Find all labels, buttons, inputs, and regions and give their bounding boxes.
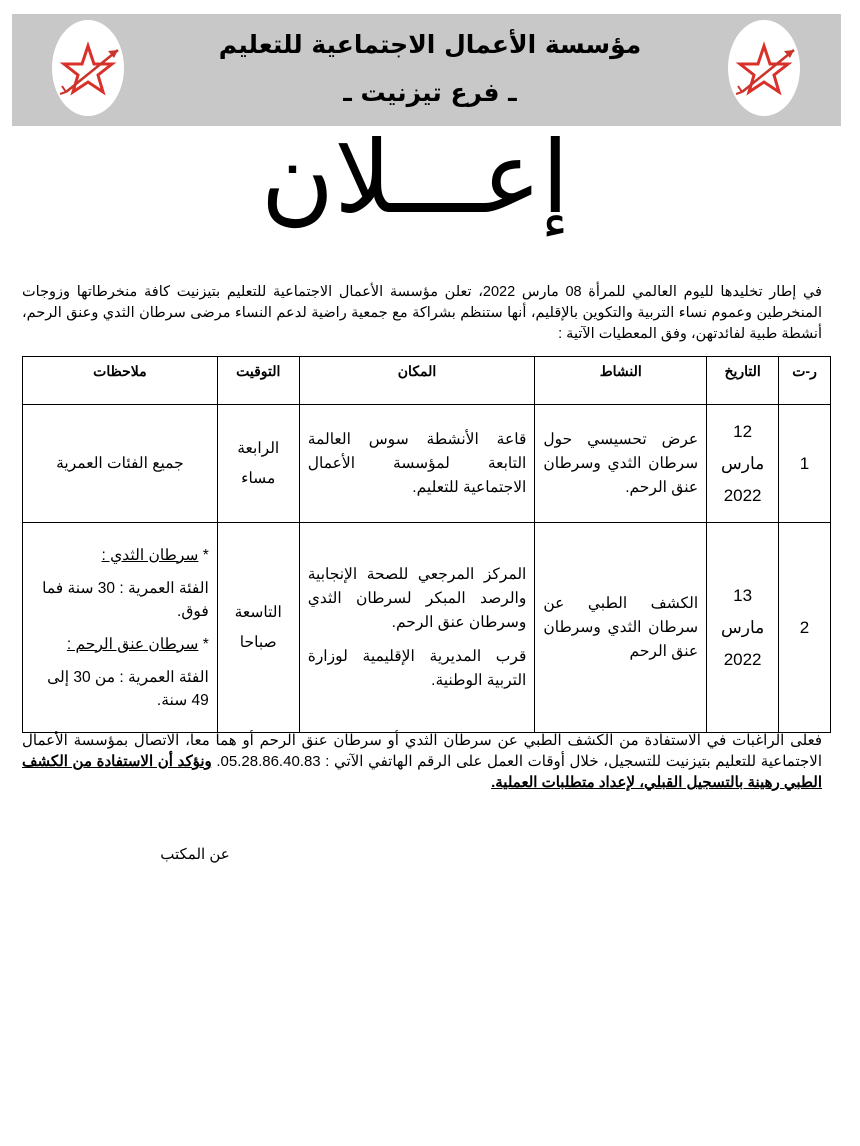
row-number: 2 <box>779 523 831 733</box>
row-activity: عرض تحسيسي حول سرطان الثدي وسرطان عنق الرحم. <box>535 405 707 523</box>
intro-paragraph: في إطار تخليدها لليوم العالمي للمرأة 08 مارس 2022، تعلن مؤسسة الأعمال الاجتماعية للتعليم بتيزنيت كافة منخرطاتها وزوجات المنخرطين وعموم نساء التربية والتكوين بالإقليم، أنها ستنظم بشراكة مع جمعية راضية لدعم النساء مرضى سرطان الثدي وعنق الرحم، أنشطة طبية لفائدتهن، وفق المعطيات الآتية : <box>22 284 822 342</box>
time-period: مساء <box>241 469 276 487</box>
table-row <box>23 523 831 733</box>
star-arrow-logo-icon <box>52 20 124 116</box>
note-cervical-cancer-age: الفئة العمرية : من 30 إلى 49 سنة. <box>47 668 209 709</box>
row-notes: جميع الفئات العمرية <box>23 405 218 523</box>
table-header-row <box>23 357 831 405</box>
row-number: 1 <box>779 405 831 523</box>
organization-name: مؤسسة الأعمال الاجتماعية للتعليم <box>218 30 642 59</box>
column-header-number: ر-ت <box>779 357 831 405</box>
signature: عن المكتب <box>160 846 230 863</box>
row-time <box>217 405 299 523</box>
date-year: 2022 <box>723 485 762 505</box>
column-header-date: التاريخ <box>707 357 779 405</box>
note-cervical-cancer-title: * سرطان عنق الرحم : <box>66 635 209 653</box>
logo-left <box>52 20 124 116</box>
logo-right <box>728 20 800 116</box>
row-time <box>217 523 299 733</box>
row-date <box>707 405 779 523</box>
schedule-table <box>22 356 831 733</box>
place-location: قرب المديرية الإقليمية لوزارة التربية الوطنية. <box>307 647 527 689</box>
time-period: صباحا <box>239 633 277 651</box>
row-date <box>707 523 779 733</box>
organization-branch: ـ فرع تيزنيت ـ <box>343 78 517 107</box>
time-hour: الرابعة <box>237 439 280 457</box>
row-place <box>299 523 535 733</box>
row-activity: الكشف الطبي عن سرطان الثدي وسرطان عنق الرحم <box>535 523 707 733</box>
announcement-title: إعـــلان <box>260 119 570 236</box>
date-month: مارس <box>720 453 765 473</box>
closing-paragraph <box>22 730 822 793</box>
column-header-place: المكان <box>299 357 535 405</box>
note-breast-cancer-title: * سرطان الثدي : <box>101 546 209 564</box>
column-header-notes: ملاحظات <box>23 357 218 405</box>
closing-text: فعلى الراغبات في الاستفادة من الكشف الطبي عن سرطان الثدي أو سرطان عنق الرحم أو هما معا، الاتصال بمؤسسة الأعمال الاجتماعية للتعليم بتيزنيت للتسجيل، خلال أوقات العمل على الرقم الهاتفي الآتي : 05.28.86.40.83. <box>22 732 822 770</box>
row-place: قاعة الأنشطة سوس العالمة التابعة لمؤسسة الأعمال الاجتماعية للتعليم. <box>299 405 535 523</box>
column-header-activity: النشاط <box>535 357 707 405</box>
note-breast-cancer-age: الفئة العمرية : 30 سنة فما فوق. <box>42 579 209 620</box>
time-hour: التاسعة <box>234 603 282 621</box>
row-notes <box>23 523 218 733</box>
column-header-time: التوقيت <box>217 357 299 405</box>
table-row <box>23 405 831 523</box>
date-day: 13 <box>733 585 753 605</box>
place-name: المركز المرجعي للصحة الإنجابية والرصد المبكر لسرطان الثدي وسرطان عنق الرحم. <box>307 565 527 631</box>
date-month: مارس <box>720 617 765 637</box>
closing-emphasis: ونؤكد أن الاستفادة من الكشف الطبي رهينة بالتسجيل القبلي، لإعداد متطلبات العملية. <box>22 753 822 791</box>
date-year: 2022 <box>723 649 762 669</box>
star-arrow-logo-icon <box>728 20 800 116</box>
date-day: 12 <box>733 421 753 441</box>
